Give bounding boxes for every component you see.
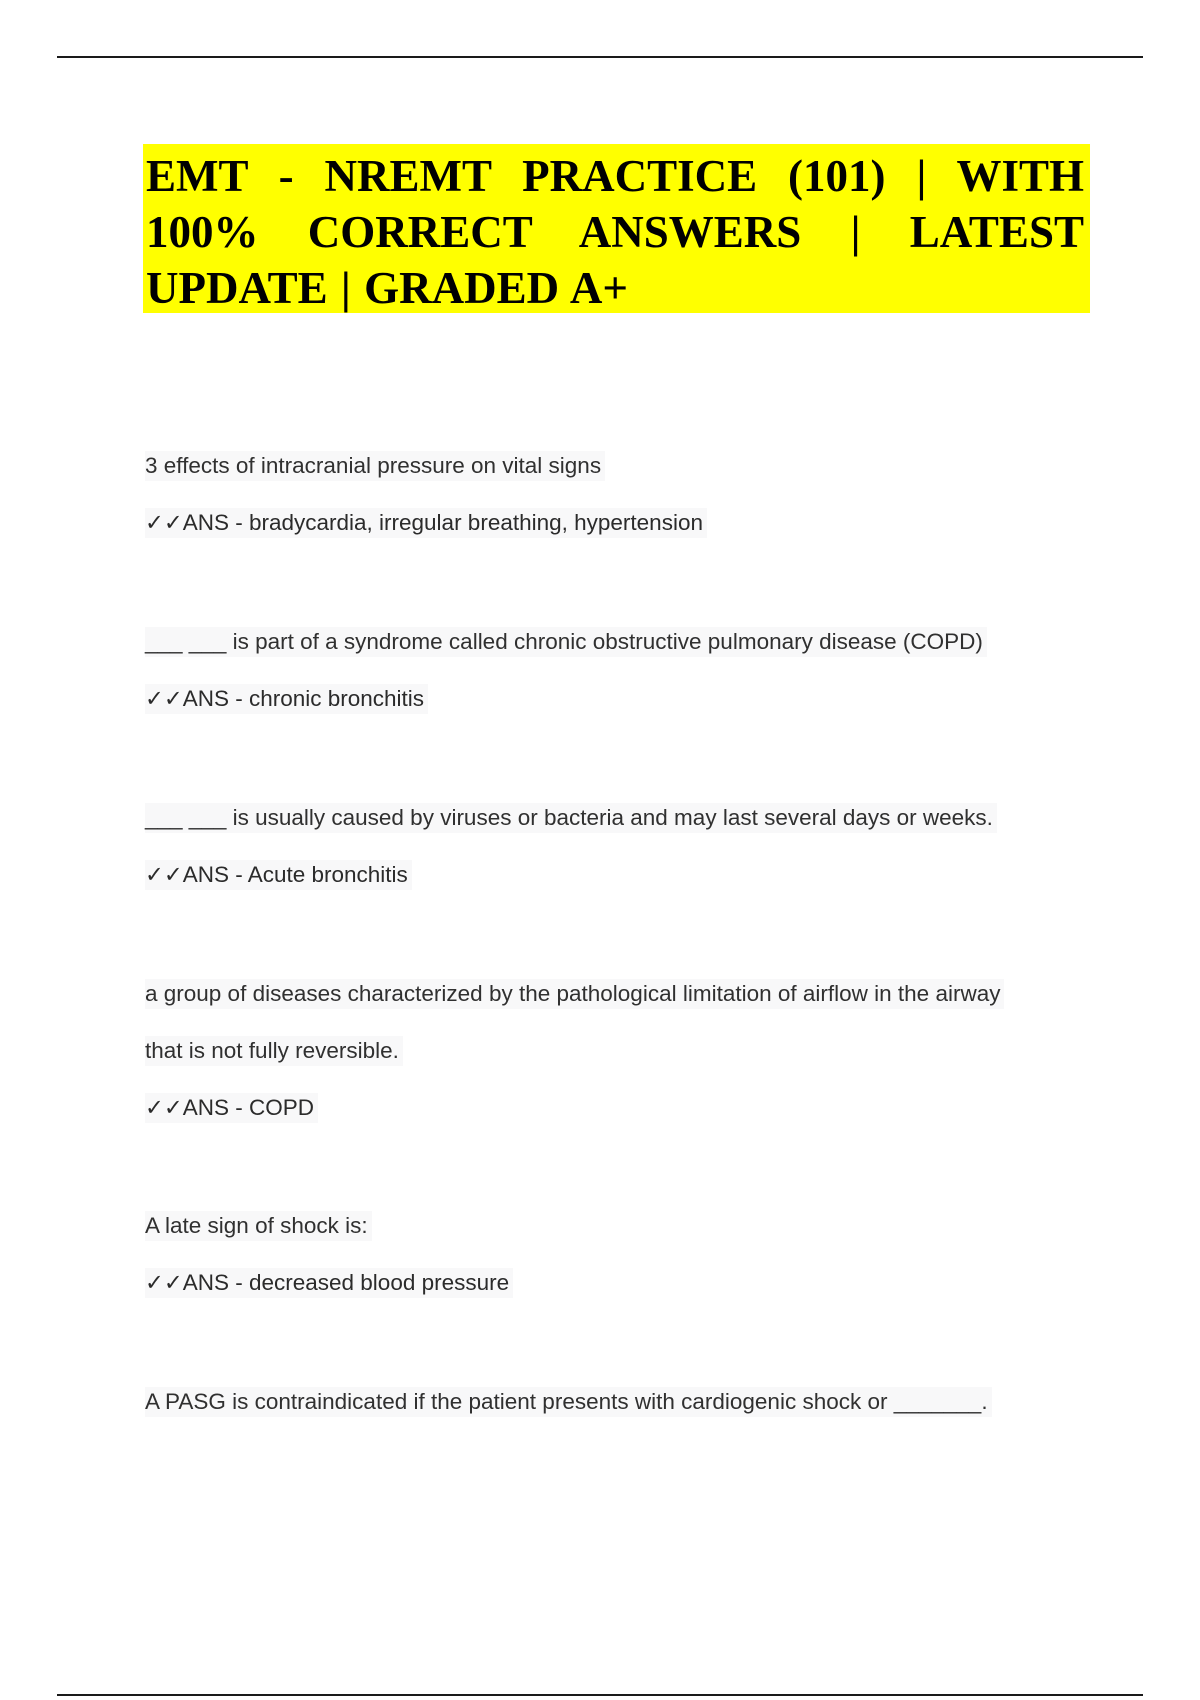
answer-text: ✓✓ANS - bradycardia, irregular breathing, hypertension <box>145 508 707 538</box>
answer-text: ✓✓ANS - COPD <box>145 1093 318 1123</box>
qa-item <box>145 1387 1105 1444</box>
question-text: 3 effects of intracranial pressure on vital signs <box>145 451 605 481</box>
document-title: EMT - NREMT PRACTICE (101) | WITH 100% CORRECT ANSWERS | LATEST UPDATE | GRADED A+ <box>146 151 1084 313</box>
question-text: ___ ___ is usually caused by viruses or bacteria and may last several days or weeks. <box>145 803 997 833</box>
question-text: ___ ___ is part of a syndrome called chronic obstructive pulmonary disease (COPD) <box>145 627 987 657</box>
title-highlight <box>143 144 1090 313</box>
question-text: that is not fully reversible. <box>145 1036 403 1066</box>
header-rule <box>57 56 1143 58</box>
qa-item <box>145 451 1105 565</box>
question-text: A PASG is contraindicated if the patient presents with cardiogenic shock or _______. <box>145 1387 992 1417</box>
qa-item <box>145 803 1105 917</box>
qa-item <box>145 627 1105 741</box>
answer-text: ✓✓ANS - Acute bronchitis <box>145 860 412 890</box>
qa-item <box>145 979 1105 1150</box>
footer-rule <box>57 1694 1143 1696</box>
question-text: a group of diseases characterized by the pathological limitation of airflow in the airway <box>145 979 1004 1009</box>
question-text: A late sign of shock is: <box>145 1211 372 1241</box>
answer-text: ✓✓ANS - decreased blood pressure <box>145 1268 513 1298</box>
qa-item <box>145 1211 1105 1325</box>
answer-text: ✓✓ANS - chronic bronchitis <box>145 684 428 714</box>
